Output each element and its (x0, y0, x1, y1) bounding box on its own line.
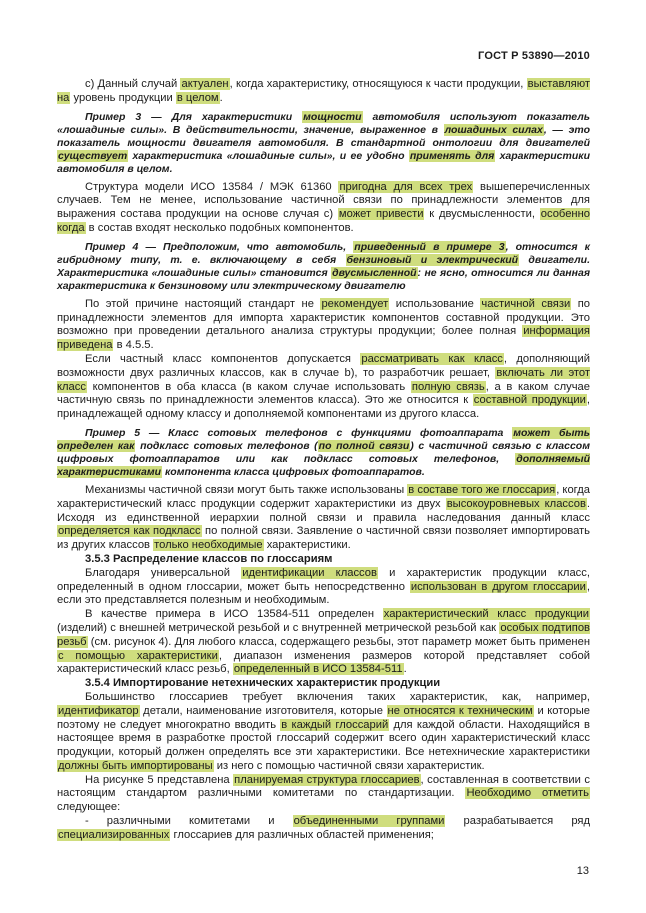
paragraph: Большинство глоссариев требует включения таких характеристик, как, например, идентификатор детали, наименование изготовителя, которые не относятся к техническим и которые поэтому не следует многократно вводить в каждый глоссарий для каждой области. Находящийся в настоящее время в разработке простой глоссарий содержит всего один характеристический класс продукции, который должен определять все эти характеристики. Все нетехнические характеристики должны быть импортированы из него с помощью частичной связи характеристик. (57, 690, 590, 772)
paragraph: На рисунке 5 представлена планируемая структура глоссариев, составленная в соответствии с настоящим стандартом различными комитетами по стандартизации. Необходимо отметить следующее: (57, 773, 590, 814)
paragraph: В качестве примера в ИСО 13584-511 определен характеристический класс продукции (изделий) с внешней метрической резьбой и с внутренней метрической резьбой как особых подтипов резьб (см. рисунок 4). Для любого класса, содержащего резьбы, этот параметр может быть применен с помощью характеристики, диапазон изменения размеров которой представляет собой характеристический класс резьб, определенный в ИСО 13584-511. (57, 608, 590, 676)
example-paragraph: Пример 4 — Предположим, что автомобиль, приведенный в примере 3, относится к гибридному типу, т. е. включающему в себя бензиновый и электрический двигатели. Характеристика «лошадиные силы» становится двусмысленной: не ясно, относится ли данная характеристика к бензиновому или электрическому двигателю (57, 240, 590, 292)
paragraph: Механизмы частичной связи могут быть также использованы в составе того же глоссария, когда характеристический класс продукции содержит характеристики из двух высокоуровневых классов. Исходя из единственной иерархии полной связи и правила наследования данный класс определяется как подкласс по полной связи. Заявление о частичной связи позволяет импортировать из других классов только необходимые характеристики. (57, 483, 591, 552)
section-heading: 3.5.3 Распределение классов по глоссариям (85, 552, 333, 565)
document-content (57, 78, 590, 843)
paragraph: Структура модели ИСО 13584 / МЭК 61360 пригодна для всех трех вышеперечисленных случаев. Тем не менее, использование частичной связи по принадлежности элементов для выражения состава продукции на основе случая с) может привести к двусмысленности, особенно когда в состав входят несколько подобных компонентов. (57, 180, 591, 234)
paragraph: с) Данный случай актуален, когда характеристику, относящуюся к части продукции, выставляют на уровень продукции в целом. (57, 78, 590, 104)
page-number: 13 (576, 865, 589, 877)
page-footer (577, 865, 589, 877)
section-heading: 3.5.4 Импортирование нетехнических характеристик продукции (85, 677, 441, 690)
paragraph: Если частный класс компонентов допускается рассматривать как класс, дополняющий возможности двух различных классов, как в случае b), то разработчик решает, включать ли этот класс компонентов в оба класса (в каком случае использовать полную связь, а в каком случае частичную связь по принадлежности элементов класса). Это же относится к составной продукции, принадлежащей одному классу и дополняемой компонентами из другого класса. (57, 352, 591, 421)
list-item: - различными комитетами и объединенными группами разрабатывается ряд специализированных глоссариев для различных областей применения; (58, 815, 590, 841)
doc-number: ГОСТ Р 53890—2010 (478, 50, 590, 62)
paragraph: По этой причине настоящий стандарт не рекомендует использование частичной связи по принадлежности элементов для импорта характеристик компонентов составной продукции. Это возможно при проведении детального анализа структуры продукции; более полная информация приведена в 4.5.5. (57, 297, 591, 352)
paragraph: Благодаря универсальной идентификации классов и характеристик продукции класс, определенный в одном глоссарии, может быть непосредственно использован в другом глоссарии, если это представляется полезным и необходимым. (57, 566, 590, 607)
example-paragraph: Пример 5 — Класс сотовых телефонов с функциями фотоаппарата может быть определен как подкласс сотовых телефонов (по полной связи) с частичной связью с классом цифровых фотоаппаратов или как подкласс сотовых телефонов, дополняемый характеристиками компонента класса цифровых фотоаппаратов. (57, 426, 591, 478)
example-paragraph: Пример 3 — Для характеристики мощности автомобиля используют показатель «лошадиные силы». В действительности, значение, выраженное в лошадиных силах, — это показатель мощности двигателя автомобиля. В стандартной онтологии для двигателей существует характеристика «лошадиные силы», и ее удобно применять для характеристики автомобиля в целом. (57, 110, 591, 175)
doc-header (478, 50, 590, 62)
